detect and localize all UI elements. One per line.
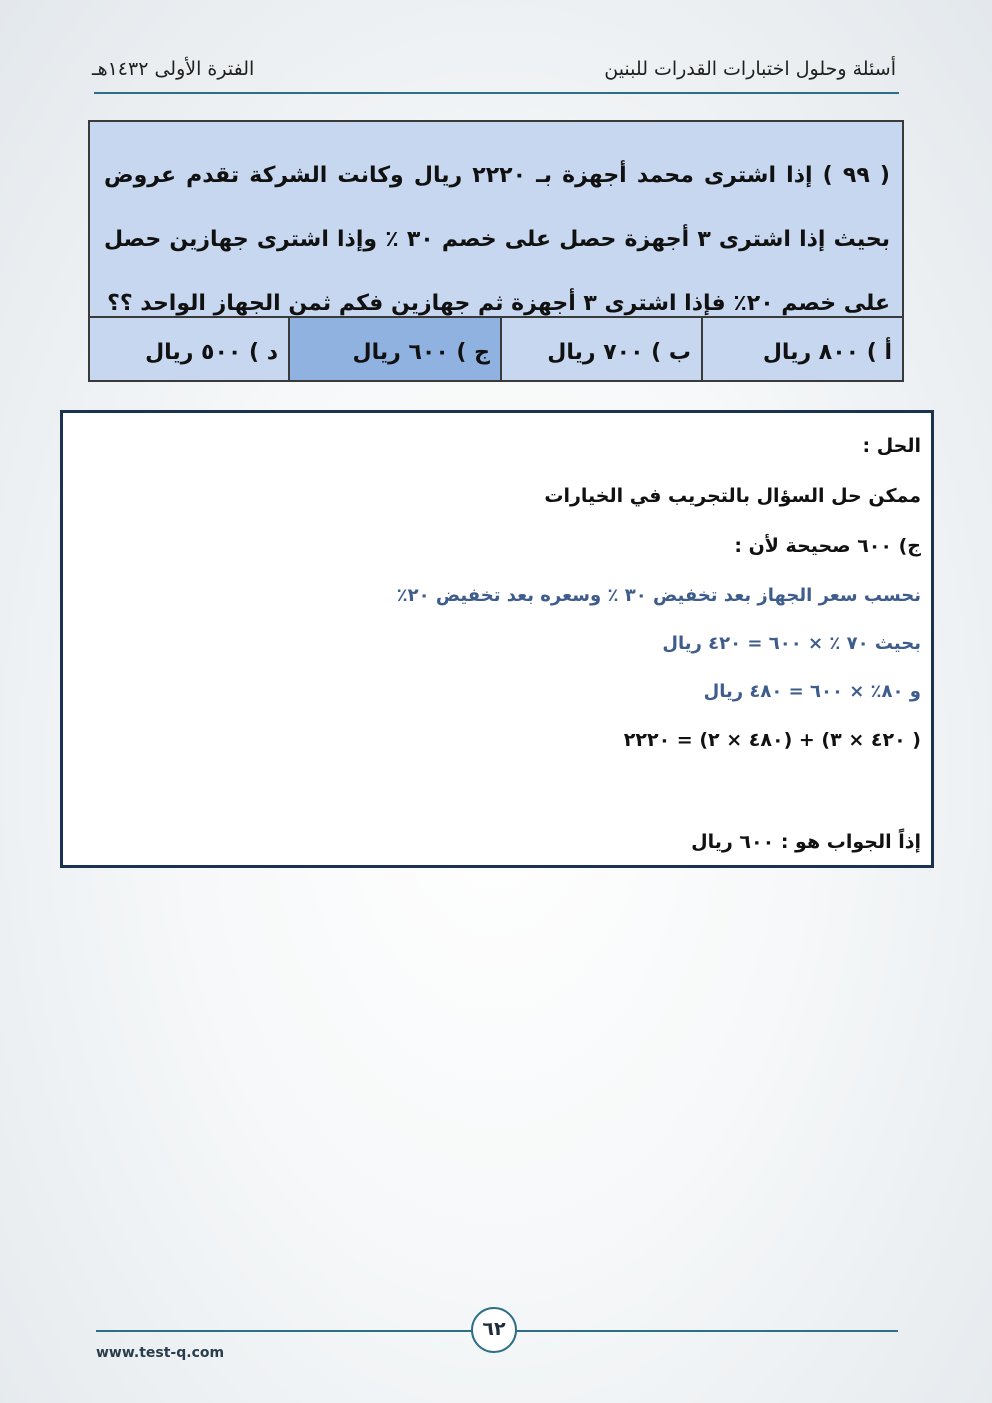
header-divider [94, 92, 899, 94]
question-text: ( ٩٩ ) إذا اشترى محمد أجهزة بـ ٢٢٢٠ ريال وكانت الشركة تقدم عروض بحيث إذا اشترى ٣ أجهزة حصل على خصم ٣٠ ٪ وإذا اشترى جهازين حصل على خصم ٢٠٪ فإذا اشترى ٣ أجهزة ثم جهازين فكم ثمن الجهاز الواحد ؟؟ [104, 163, 890, 316]
page-number: ٦٢ [471, 1307, 517, 1353]
period-label: الفترة الأولى ١٤٣٢هـ [92, 58, 255, 80]
solution-line-4: بحيث ٧٠ ٪ × ٦٠٠ = ٤٢٠ ريال [662, 633, 921, 654]
solution-line-3: نحسب سعر الجهاز بعد تخفيض ٣٠ ٪ وسعره بعد تخفيض ٢٠٪ [396, 585, 921, 606]
solution-line-5: و ٨٠٪ × ٦٠٠ = ٤٨٠ ريال [703, 681, 921, 702]
footer-divider-right [516, 1330, 898, 1332]
option-b[interactable]: ب ) ٧٠٠ ريال [500, 318, 701, 380]
question-box [88, 120, 904, 382]
solution-answer: إذاً الجواب هو : ٦٠٠ ريال [691, 831, 921, 853]
solution-line-2: ج) ٦٠٠ صحيحة لأن : [734, 535, 921, 557]
solution-line-1: ممكن حل السؤال بالتجريب في الخيارات [544, 485, 921, 507]
solution-heading: الحل : [862, 435, 921, 457]
footer-divider-left [96, 1330, 472, 1332]
book-title: أسئلة وحلول اختبارات القدرات للبنين [604, 58, 896, 80]
options-row [90, 318, 902, 380]
option-c[interactable]: ج ) ٦٠٠ ريال [288, 318, 500, 380]
solution-box [60, 410, 934, 868]
option-a[interactable]: أ ) ٨٠٠ ريال [701, 318, 902, 380]
option-d[interactable]: د ) ٥٠٠ ريال [145, 340, 278, 365]
solution-line-6: ( ٤٢٠ × ٣) + (٤٨٠ × ٢) = ٢٢٢٠ [623, 729, 921, 751]
website-link[interactable]: www.test-q.com [96, 1345, 225, 1361]
